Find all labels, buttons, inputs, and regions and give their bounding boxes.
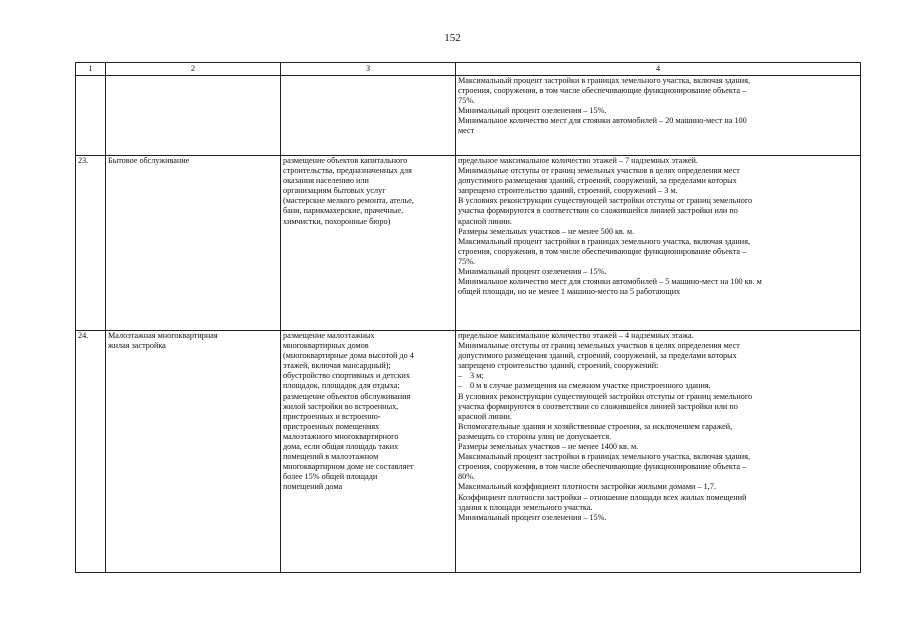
description-line: пристроенных помещениях [283,421,380,431]
page-number: 152 [444,32,461,44]
param-line: Максимальный процент застройки в границах земельного участка, включая здания, [458,236,751,246]
description-line: более 15% общей площади [283,472,378,482]
param-line: Вспомогательные здания и хозяйственные строения, за исключением гаражей, [458,421,733,431]
regulations-table [75,62,861,573]
description-line: многоквартирных домов [283,341,369,351]
description-line: многоквартирном доме не составляет [283,462,414,472]
table-row [76,76,861,156]
param-line: размещать со стороны улиц не допускается. [458,431,612,441]
param-line: предельное максимальное количество этажей – 7 надземных этажей. [458,156,698,165]
use-description [281,76,456,156]
param-line: Максимальный процент застройки в границах земельного участка, включая здания, [458,76,751,85]
description-line: пристроенных и встроенно- [283,411,381,421]
param-line: красной линии. [458,216,512,226]
param-line: предельное максимальное количество этажей – 4 надземных этажа. [458,331,694,340]
column-number-1: 1 [76,63,106,76]
description-line: размещение объектов капитального [283,156,408,165]
param-line: строения, сооружения, в том числе обеспечивающие функционирование объекта – [458,246,747,256]
param-line: Минимальный процент озеленения – 15%. [458,106,607,116]
description-line: бани, парикмахерские, прачечные, [283,206,404,216]
description-line: химчистки, похоронные бюро) [283,216,391,226]
row-number: 24. [76,331,106,573]
param-line: Минимальное количество мест для стоянки автомобилей – 20 машино-мест на 100 [458,116,747,126]
param-line: Минимальный процент озеленения – 15%. [458,267,607,277]
description-line: размещение объектов обслуживания [283,391,411,401]
column-number-2: 2 [106,63,281,76]
use-name [106,331,281,573]
param-line: Минимальные отступы от границ земельных участков в целях определения мест [458,341,740,351]
description-line: (мастерские мелкого ремонта, ателье, [283,196,414,206]
use-description [281,331,456,573]
description-line: строительства, предназначенных для [283,166,412,176]
bullet-line [458,381,859,391]
description-line: дома, если общая площадь таких [283,442,399,452]
param-line: 80%. [458,472,476,482]
bullet-text: 3 м; [470,371,484,381]
row-number: 23. [76,156,106,331]
bullet-dash: – [458,381,463,391]
column-number-row [76,63,861,76]
param-line: участка формируются в соответствии со сложившейся линией застройки или по [458,401,738,411]
param-line: красной линии. [458,411,512,421]
description-line: помещений дома [283,482,343,492]
param-line: Минимальное количество мест для стоянки автомобилей – 5 машино-мест на 100 кв. м [458,277,762,287]
param-line: участка формируются в соответствии со сложившейся линией застройки или по [458,206,738,216]
description-line: помещений в малоэтажном [283,452,379,462]
param-line: В условиях реконструкции существующей застройки отступы от границ земельного [458,391,753,401]
table-row [76,331,861,573]
param-line: запрещено строительство зданий, строений, сооружений: [458,361,659,371]
param-line: Размеры земельных участков – не менее 1400 кв. м. [458,442,639,452]
param-line: общей площади, но не менее 1 машино-место на 5 работающих [458,287,681,297]
use-parameters [456,331,861,573]
description-line: жилой застройки во встроенных, [283,401,399,411]
table-row [76,156,861,331]
description-line: обустройство спортивных и детских [283,371,411,381]
description-line: этажей, включая мансардный); [283,361,391,371]
param-line: 75%. [458,256,476,266]
bullet-line [458,371,859,381]
bullet-text: 0 м в случае размещения на смежном участке пристроенного здания. [470,381,711,391]
param-line: запрещено строительство зданий, строений, сооружений – 3 м. [458,186,678,196]
param-line: Максимальный процент застройки в границах земельного участка, включая здания, [458,452,751,462]
use-description [281,156,456,331]
param-line: Размеры земельных участков – не менее 500 кв. м. [458,226,635,236]
param-line: Минимальные отступы от границ земельных участков в целях определения мест [458,166,740,176]
description-line: оказания населению или [283,176,369,186]
name-line: Бытовое обслуживание [108,156,190,165]
row-number [76,76,106,156]
use-parameters [456,76,861,156]
param-line: В условиях реконструкции существующей застройки отступы от границ земельного [458,196,753,206]
param-line: здания к площади земельного участка. [458,502,593,512]
description-line: размещение малоэтажных [283,331,375,340]
description-line: (многоквартирные дома высотой до 4 [283,351,414,361]
column-number-3: 3 [281,63,456,76]
param-line: Максимальный коэффициент плотности застройки жилыми домами – 1,7. [458,482,716,492]
name-line: Малоэтажная многоквартирная [108,331,218,340]
description-line: площадок, площадок для отдыха; [283,381,400,391]
param-line: допустимого размещения зданий, строений, сооружений, за пределами которых [458,351,737,361]
column-number-4: 4 [456,63,861,76]
param-line: 75%. [458,96,476,106]
description-line: малоэтажного многоквартирного [283,431,399,441]
use-parameters [456,156,861,331]
param-line: Минимальный процент озеленения – 15%. [458,512,607,522]
param-line: допустимого размещения зданий, строений, сооружений, за пределами которых [458,176,737,186]
param-line: мест [458,126,475,136]
description-line: организациям бытовых услуг [283,186,386,196]
param-line: строения, сооружения, в том числе обеспечивающие функционирование объекта – [458,462,747,472]
use-name [106,76,281,156]
param-line: Коэффициент плотности застройки – отношение площади всех жилых помещений [458,492,747,502]
bullet-dash: – [458,371,463,381]
use-name [106,156,281,331]
param-line: строения, сооружения, в том числе обеспечивающие функционирование объекта – [458,86,747,96]
name-line: жилая застройка [108,341,166,351]
